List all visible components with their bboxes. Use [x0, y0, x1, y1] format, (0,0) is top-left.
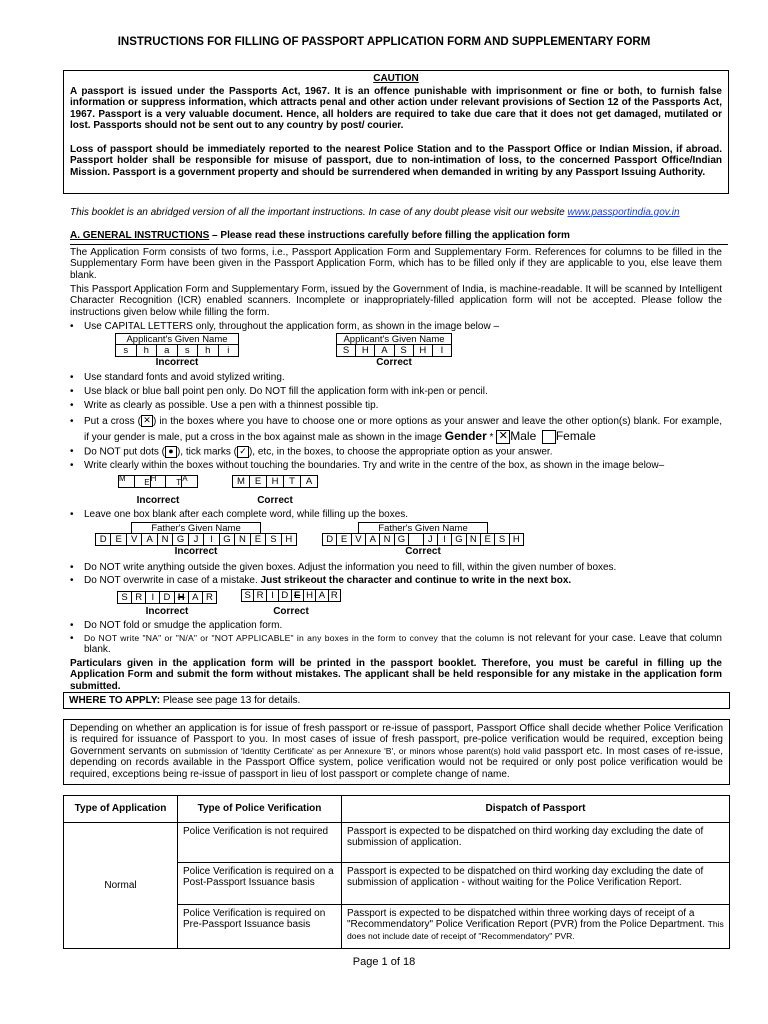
- letter-box: S: [395, 344, 414, 357]
- verification-cell: Police Verification is not required: [178, 823, 342, 863]
- letter-box: S: [241, 589, 254, 602]
- letter-box: I: [146, 591, 160, 604]
- letter-box: H: [304, 589, 316, 602]
- page-number: Page 1 of 18: [352, 956, 416, 968]
- header-dispatch-of-passport: Dispatch of Passport: [342, 796, 730, 823]
- bullet-text: Do NOT overwrite in case of a mistake.: [84, 575, 261, 586]
- application-type-cell: Normal: [64, 823, 178, 949]
- booklet-note: [70, 207, 730, 218]
- bullet-overwrite: • Do NOT overwrite in case of a mistake. Just strikeout the character and continue to write in the next box.: [70, 575, 572, 586]
- correct-caption: Correct: [257, 495, 293, 506]
- police-note-text: passport etc. In most cases of re-issue, depending on records available in the Passport Office system, police verification would not be required or only post police verification would be required, exceptions being re-issue of passport in lieu of lost passport or complete change of name.: [70, 745, 724, 780]
- letter-box: G: [220, 533, 235, 546]
- bullet-small-text: Do NOT write "NA" or "N/A" or "NOT APPLICABLE" in any boxes in the form to convey that the column: [84, 633, 505, 643]
- section-a-label: A. GENERAL INSTRUCTIONS: [70, 230, 210, 241]
- booklet-text: This booklet is an abridged version of all the important instructions. In case of any doubt please visit our website: [70, 207, 568, 218]
- letter-box: H: [282, 533, 297, 546]
- letter-box: i: [219, 344, 240, 357]
- letter-box: R: [254, 589, 266, 602]
- bullet-text: Leave one box blank after each complete word, while filling up the boxes.: [84, 509, 409, 520]
- letter-box: S: [117, 591, 132, 604]
- bullet-dots: • Do NOT put dots ( ● ), tick marks ( ✓ ), etc, in the boxes, to choose the appropriate option as your answer.: [70, 446, 553, 458]
- bullet-cross: • Put a cross ( ✕ ) in the boxes where you have to choose one or more options as your answer and leave the other option(s) blank. For example, if your gender is male, put a cross in the box against male as shown in the image Gender * ✕ Male Female: [70, 415, 722, 443]
- letter-box: T: [284, 475, 301, 488]
- bullet-bold-text: Just strikeout the character and continue to write in the next box.: [260, 575, 572, 586]
- bullet-fonts: • Use standard fonts and avoid stylized writing.: [70, 372, 285, 383]
- letter-box: h: [137, 344, 158, 357]
- letter-box: H: [175, 591, 189, 604]
- particulars-paragraph: Particulars given in the application form will be printed in the passport booklet. Therefore, you must be careful in filling up the Application Form and submit the form without mistakes. The applicant shall be held responsible for any mistake in the application form submitted.: [70, 658, 722, 692]
- incorrect-caption: Incorrect: [174, 546, 218, 557]
- bullet-clearly: • Write as clearly as possible. Use a pen with a thinnest possible tip.: [70, 400, 379, 411]
- tick-box-icon: ✓: [237, 446, 249, 458]
- section-a-heading: [70, 230, 730, 241]
- incorrect-caption: Incorrect: [145, 606, 189, 617]
- letter-box: A: [366, 533, 380, 546]
- table-header-row: [64, 796, 730, 823]
- incorrect-caption: Incorrect: [136, 495, 180, 506]
- letter-box: N: [158, 533, 173, 546]
- bullet-boxes: • Write clearly within the boxes without touching the boundaries. Try and write in the centre of the box, as shown in the image below–: [70, 460, 665, 471]
- letter-box: G: [173, 533, 188, 546]
- letter-box: E: [481, 533, 495, 546]
- letter-box: s: [178, 344, 199, 357]
- letter-box: H: [414, 344, 433, 357]
- letter-box: H: [151, 475, 167, 488]
- correct-caption: Correct: [273, 606, 309, 617]
- letter-box: [409, 533, 423, 546]
- example-correct-father: [322, 522, 524, 557]
- bullet-na: • Do NOT write "NA" or "N/A" or "NOT APPLICABLE" in any boxes in the form to convey that the column is not relevant for your case. Leave that column blank.: [70, 633, 722, 656]
- letter-box: M: [118, 475, 135, 488]
- bullet-blank: • Leave one box blank after each complete word, while filling up the boxes.: [70, 509, 409, 520]
- website-link[interactable]: www.passportindia.gov.in: [567, 207, 680, 218]
- intro-paragraph-2: This Passport Application Form and Supplementary Form, issued by the Government of India, is machine-readable. It will be scanned by Intelligent Character Recognition (ICR) enabled scanners. Incomplete or inappropriately-filled application form will not be accepted. Please follow the instructions given below while filling the form.: [70, 284, 722, 318]
- letter-box: G: [452, 533, 466, 546]
- dispatch-cell: [342, 905, 730, 949]
- letter-box: D: [322, 533, 337, 546]
- letter-box: E: [292, 589, 304, 602]
- bullet-outside: • Do NOT write anything outside the given boxes. Adjust the information you need to fill, within the given number of boxes.: [70, 562, 617, 573]
- letter-box: T: [166, 475, 182, 488]
- bullet-text: Do NOT put dots (: [84, 446, 165, 458]
- letter-box: h: [198, 344, 219, 357]
- page-title: INSTRUCTIONS FOR FILLING OF PASSPORT APPLICATION FORM AND SUPPLEMENTARY FORM: [117, 36, 651, 48]
- police-note-text: Depending on whether an application is for issue of fresh passport or re-issue of passport, Passport Office shall decide whether Police Verification is required for issuance of Passport to you. In most cases of issue of fresh passport, pre-police verification would be required, exception being Government servants on: [70, 723, 723, 757]
- letter-box: D: [160, 591, 174, 604]
- letter-box: D: [95, 533, 111, 546]
- caution-paragraph-2: Loss of passport should be immediately reported to the nearest Police Station and to the Passport Office or Indian Mission, if abroad. Passport holder shall be responsible for misuse of passport, due to non-intimation of loss, to the concerned Passport Office/Indian Mission. Passport is a government property and should be surrendered when demanded in writing by any Passport Issuing Authority.: [70, 144, 722, 178]
- field-label: Applicant's Given Name: [115, 333, 239, 344]
- correct-caption: Correct: [405, 546, 441, 557]
- female-checkbox-icon: [542, 430, 556, 444]
- letter-box: H: [356, 344, 375, 357]
- letter-box: S: [266, 533, 281, 546]
- required-star: *: [489, 432, 494, 443]
- header-type-of-police-verification: Type of Police Verification: [178, 796, 342, 823]
- letter-box: a: [157, 344, 178, 357]
- bullet-text: Write clearly within the boxes without touching the boundaries. Try and write in the centre of the box, as shown in the image below–: [84, 460, 665, 471]
- dispatch-note-text: This does not include date of receipt of "Recommendatory" PVR.: [347, 919, 724, 941]
- bullet-text: Use black or blue ball point pen only. Do NOT fill the application form with ink-pen or pencil.: [84, 386, 488, 397]
- dispatch-cell: Passport is expected to be dispatched on third working day excluding the date of submission of application.: [342, 823, 730, 863]
- female-label: Female: [555, 429, 596, 443]
- bullet-text: Use CAPITAL LETTERS only, throughout the application form, as shown in the image below –: [84, 321, 500, 332]
- letter-box: A: [142, 533, 157, 546]
- bullet-text: is not relevant for your case. Leave that column blank.: [84, 633, 722, 656]
- where-to-apply-box: [63, 692, 730, 709]
- dispatch-cell: Passport is expected to be dispatched on third working day excluding the date of submission of application - without waiting for the Police Verification Report.: [342, 863, 730, 905]
- field-label: Father's Given Name: [358, 522, 488, 533]
- letter-box: H: [510, 533, 524, 546]
- verification-cell: Police Verification is required on a Post-Passport Issuance basis: [178, 863, 342, 905]
- letter-box: I: [267, 589, 279, 602]
- caution-heading: CAUTION: [373, 73, 419, 84]
- where-to-apply-label: WHERE TO APPLY:: [69, 695, 161, 706]
- example-correct-mehta: [232, 475, 318, 506]
- where-to-apply-text: Please see page 13 for details.: [160, 695, 301, 706]
- bullet-text: ), etc, in the boxes, to choose the appropriate option as your answer.: [248, 446, 553, 458]
- letter-box: I: [204, 533, 219, 546]
- police-verification-note: [63, 719, 730, 785]
- letter-box: A: [189, 591, 203, 604]
- letter-box: E: [251, 533, 266, 546]
- letter-box: V: [352, 533, 366, 546]
- letter-box: A: [301, 475, 318, 488]
- bullet-pen: • Use black or blue ball point pen only. Do NOT fill the application form with ink-pen or pencil.: [70, 386, 488, 397]
- incorrect-caption: Incorrect: [155, 357, 199, 368]
- example-incorrect-mehta: [118, 475, 198, 506]
- bullet-text: Write as clearly as possible. Use a pen with a thinnest possible tip.: [84, 400, 379, 411]
- bullet-fold: • Do NOT fold or smudge the application form.: [70, 620, 283, 631]
- letter-box: N: [380, 533, 394, 546]
- bullet-text: ), tick marks (: [176, 446, 237, 458]
- section-a-suffix: – Please read these instructions carefully before filling the application form: [209, 230, 570, 241]
- intro-paragraph-1: The Application Form consists of two forms, i.e., Passport Application Form and Supplementary Form. References for columns to be filled in the Supplementary Form have been given in the Passport Application Form, which has to be filled only if they are applicable to you, else leave them blank.: [70, 247, 722, 281]
- bullet-text: Use standard fonts and avoid stylized writing.: [84, 372, 285, 383]
- letter-box: J: [189, 533, 204, 546]
- dot-box-icon: ●: [165, 446, 177, 458]
- letter-box: R: [132, 591, 146, 604]
- example-correct-given-name: [336, 333, 452, 368]
- letter-box: E: [250, 475, 267, 488]
- letter-box: N: [467, 533, 481, 546]
- bullet-text: Do NOT fold or smudge the application form.: [84, 620, 283, 631]
- verification-cell: Police Verification is required on Pre-Passport Issuance basis: [178, 905, 342, 949]
- letter-box: I: [438, 533, 452, 546]
- bullet-text: ) in the boxes where you have to choose one or more options as your answer and leave the other option(s) blank. For example, if your gender is male, put a cross in the box against male as shown in the image: [84, 416, 722, 443]
- letter-box: V: [127, 533, 142, 546]
- letter-box: S: [336, 344, 356, 357]
- letter-box: A: [316, 589, 328, 602]
- example-incorrect-father: [95, 522, 297, 557]
- letter-box: G: [395, 533, 409, 546]
- field-label: Applicant's Given Name: [336, 333, 452, 344]
- header-type-of-application: Type of Application: [64, 796, 178, 823]
- letter-box: E: [135, 475, 151, 488]
- letter-box: R: [203, 591, 217, 604]
- letter-box: N: [235, 533, 250, 546]
- section-rule: [70, 244, 728, 245]
- example-incorrect-sridhar: [117, 591, 217, 617]
- correct-caption: Correct: [376, 357, 412, 368]
- bullet-text: Put a cross (: [84, 416, 141, 427]
- letter-box: R: [329, 589, 341, 602]
- letter-box: D: [279, 589, 291, 602]
- letter-box: s: [115, 344, 137, 357]
- field-label: Father's Given Name: [131, 522, 261, 533]
- caution-box: [63, 70, 729, 194]
- letter-box: H: [267, 475, 284, 488]
- letter-box: J: [424, 533, 438, 546]
- letter-box: E: [337, 533, 351, 546]
- letter-box: A: [182, 475, 198, 488]
- bullet-capital-letters: • Use CAPITAL LETTERS only, throughout the application form, as shown in the image below –: [70, 321, 500, 332]
- caution-paragraph-1: A passport is issued under the Passports Act, 1967. It is an offence punishable with imprisonment or fine or both, to furnish false information or suppress information, which attracts penal and other action under relevant provisions of Section 12 of the Passports Act, 1967. Passport is a very valuable document. Hence, all holders are required to take due care that it does not get damaged, mutilated or lost. Passports should not be sent out to any country by post/ courier.: [70, 86, 722, 132]
- example-correct-sridhar: [241, 589, 341, 617]
- letter-box: M: [232, 475, 250, 488]
- police-verification-table: [63, 795, 730, 949]
- police-note-small-text: submission of 'Identity Certificate' as per Annexure 'B', or minors whose parent(s) hold valid: [184, 745, 541, 756]
- male-label: Male: [510, 429, 537, 443]
- bullet-text: Do NOT write anything outside the given boxes. Adjust the information you need to fill, within the given number of boxes.: [84, 562, 617, 573]
- letter-box: I: [433, 344, 452, 357]
- dispatch-text: Passport is expected to be dispatched within three working days of receipt of a "Recommendatory" Police Verification Report (PVR) from the Police Department.: [347, 908, 705, 931]
- letter-box: A: [375, 344, 394, 357]
- cross-box-icon: ✕: [141, 415, 153, 427]
- gender-label: Gender: [444, 429, 487, 443]
- letter-box: E: [111, 533, 126, 546]
- example-incorrect-given-name: [115, 333, 239, 368]
- male-checkbox-crossed-icon: ✕: [496, 430, 510, 444]
- letter-box: S: [495, 533, 509, 546]
- table-row: [64, 823, 730, 863]
